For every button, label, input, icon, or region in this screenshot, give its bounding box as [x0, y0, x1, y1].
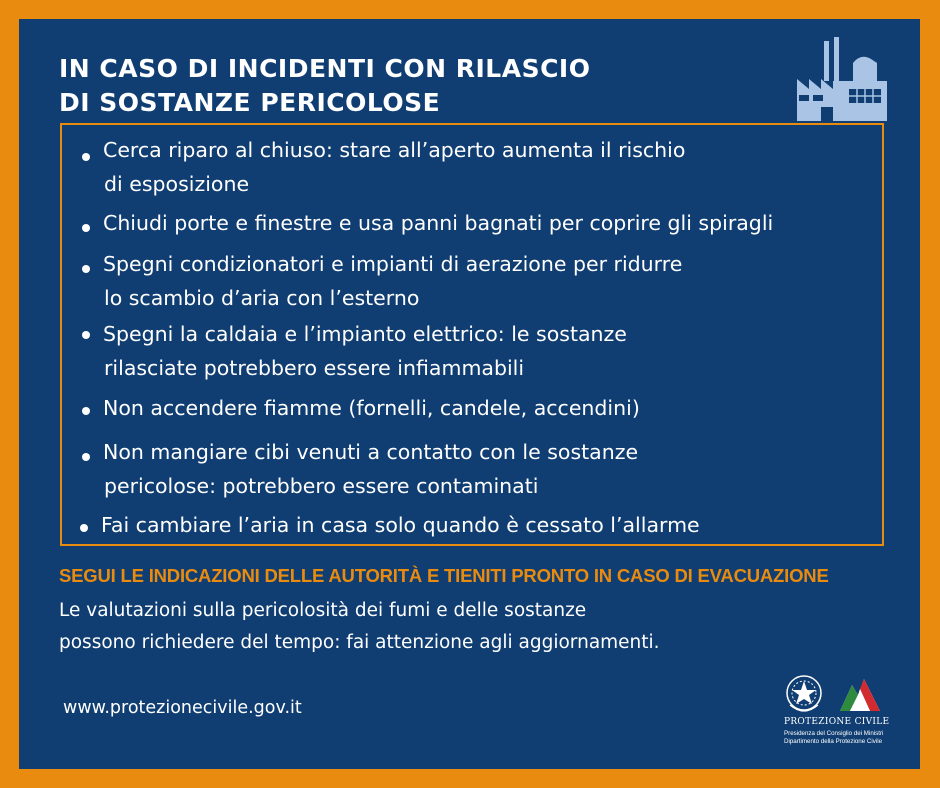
emblem-icon	[784, 673, 824, 715]
description-line-1: Le valutazioni sulla pericolosità dei fumi e delle sostanze	[59, 600, 587, 621]
bullet	[82, 224, 90, 232]
item-text-continued: lo scambio d’aria con l’esterno	[104, 286, 420, 310]
item-text-continued: pericolose: potrebbero essere contaminati	[104, 474, 539, 498]
item-text: Non accendere fiamme (fornelli, candele, accendini)	[103, 396, 640, 420]
logo-subtitle-2: Dipartimento della Protezione Civile	[784, 738, 883, 745]
protezione-civile-logo	[784, 671, 904, 751]
evacuation-heading: SEGUI LE INDICAZIONI DELLE AUTORITÀ E TIENITI PRONTO IN CASO DI EVACUAZIONE	[59, 565, 829, 586]
item-text: Spegni condizionatori e impianti di aerazione per ridurre	[103, 252, 683, 276]
bullet	[82, 265, 90, 273]
infographic-card	[19, 19, 920, 769]
title-line-1: IN CASO DI INCIDENTI CON RILASCIO	[59, 54, 591, 83]
item-text: Fai cambiare l’aria in casa solo quando è cessato l’allarme	[101, 513, 700, 537]
factory-icon	[791, 37, 887, 121]
item-text-continued: rilasciate potrebbero essere infiammabili	[104, 356, 525, 380]
description	[59, 595, 660, 659]
description-line-2: possono richiedere del tempo: fai attenzione agli aggiornamenti.	[59, 632, 660, 653]
logo-name: PROTEZIONE CIVILE	[784, 717, 890, 727]
item-text: Cerca riparo al chiuso: stare all’aperto aumenta il rischio	[103, 138, 686, 162]
tricolor-logo-icon	[836, 671, 882, 715]
bullet	[82, 453, 90, 461]
page-title	[59, 52, 591, 120]
website-link[interactable]: www.protezionecivile.gov.it	[63, 698, 302, 718]
bullet	[80, 524, 88, 532]
bullet	[82, 407, 90, 415]
safety-tips-list	[60, 123, 884, 546]
bullet	[82, 331, 90, 339]
bullet	[82, 153, 90, 161]
item-text-continued: di esposizione	[104, 172, 250, 196]
item-text: Spegni la caldaia e l’impianto elettrico: le sostanze	[103, 322, 627, 346]
logo-subtitle-1: Presidenza del Consiglio dei Ministri	[784, 730, 884, 737]
title-line-2: DI SOSTANZE PERICOLOSE	[59, 88, 441, 117]
item-text: Non mangiare cibi venuti a contatto con le sostanze	[103, 440, 639, 464]
item-text: Chiudi porte e finestre e usa panni bagnati per coprire gli spiragli	[103, 211, 774, 235]
